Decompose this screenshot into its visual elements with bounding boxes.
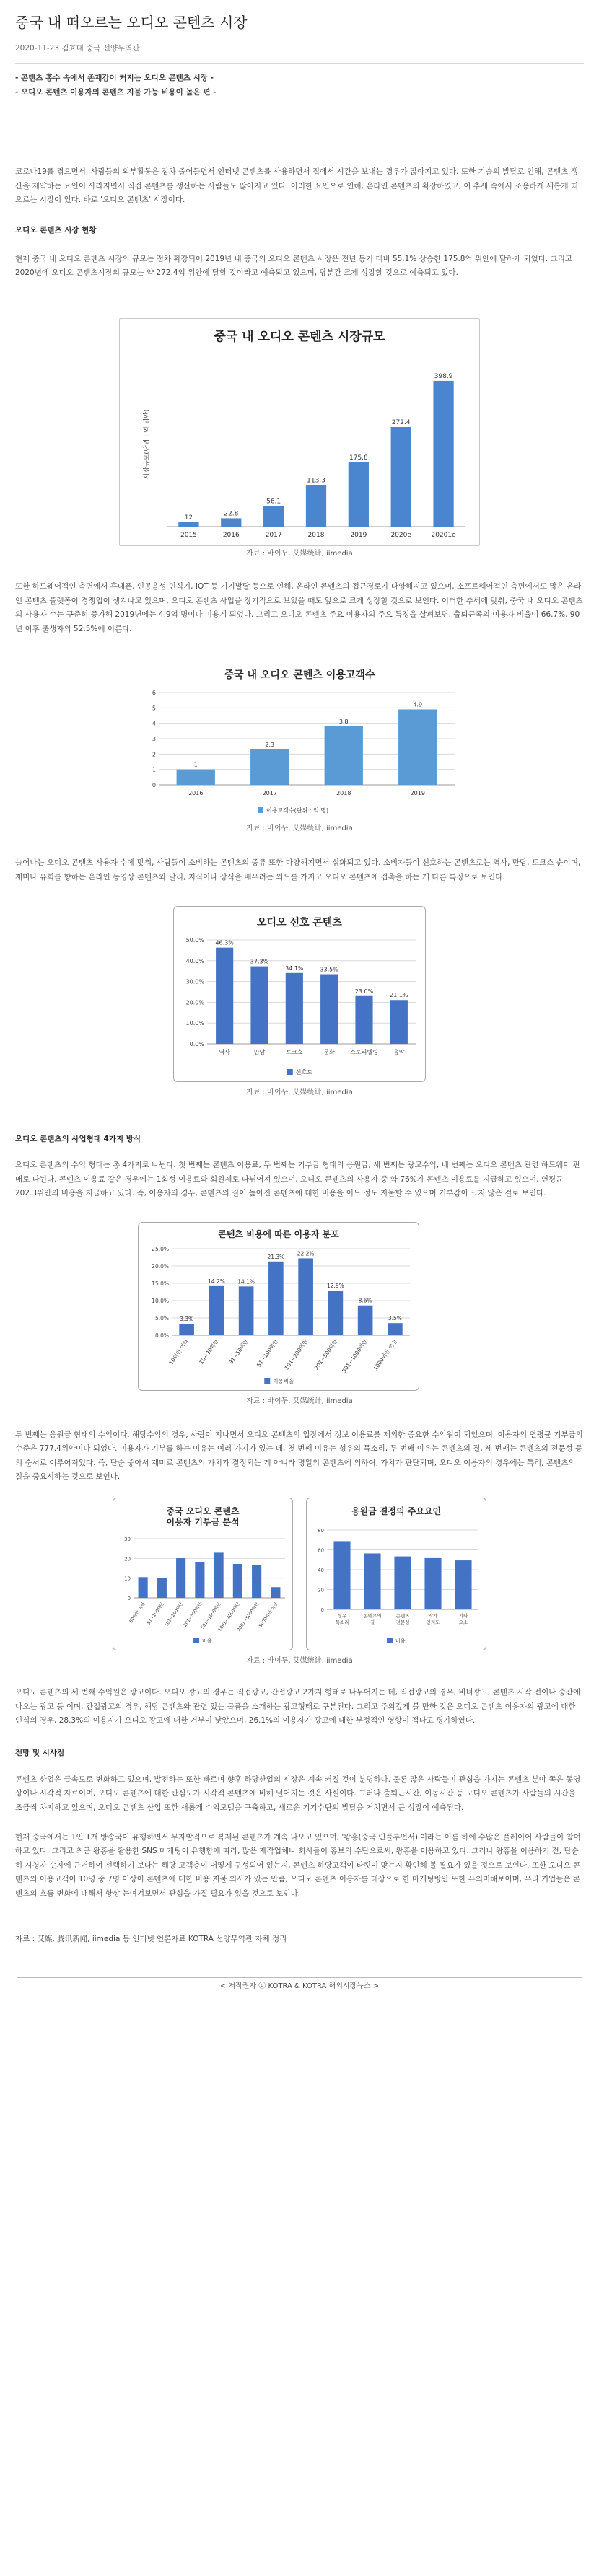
legend-label: 이용비율: [273, 1378, 294, 1385]
bar: [355, 996, 372, 1044]
data-label: 23.0%: [354, 988, 374, 995]
section-heading: 오디오 콘텐츠의 사업형태 4가지 방식: [15, 1134, 141, 1143]
x-tick-label: 요소: [458, 1619, 468, 1625]
x-tick-label: 101~200위안: [163, 1601, 185, 1628]
bar: [209, 1286, 224, 1335]
cost-distribution-chart: [138, 1222, 419, 1391]
bar: [306, 485, 326, 526]
paragraph: 두 번째는 응원금 형태의 수익이다. 해당수익의 경우, 사람이 지나면서 오디오 콘텐츠의 입장에서 정보 이용료를 제외한 중요한 수익원이 되었으며, 이용자의 연평균 기부금의 수준은 777.4위안이나 되었다. 이용자가 기부를 하는 이유는 여러 가지가 있는 데, 첫 번째 이유는 성우의 목소리, 두 번째 이유는 콘텐츠의 질, 세 번째는 콘텐츠의 전문성 등의 순서로 이루어져있다. 즉, 단순 좋아서 재미로 콘텐츠의 가치가 결정되는 게 아니라 명일의 콘텐츠에 의하여, 가치가 판단되며, 오디오 이용자의 경우에는 특히, 콘텐츠의 질을 중요시하는 것으로 보인다.: [15, 1430, 583, 1482]
data-label: 34.1%: [285, 965, 304, 972]
bar: [221, 518, 241, 527]
x-tick-label: 101~200위안: [283, 1338, 310, 1372]
y-tick-label: 40.0%: [185, 958, 204, 965]
bar: [195, 1562, 204, 1597]
y-tick-label: 0: [127, 1595, 131, 1601]
data-label: 1: [193, 761, 198, 768]
article-summary: [15, 63, 584, 100]
x-tick-label: 2019: [350, 531, 367, 539]
bar: [325, 726, 363, 785]
bar: [286, 973, 303, 1044]
legend-swatch: [264, 1378, 270, 1384]
chart-source: 자료 : 바이두, 艾媒统计, iimedia: [246, 824, 353, 832]
y-tick-label: 20: [318, 1587, 324, 1593]
y-tick-label: 4: [152, 720, 156, 727]
paragraph: 코로나19를 겪으면서, 사람들의 외부활동은 점차 줄어들면서 인터넷 콘텐츠를 사용하면서 집에서 시간을 보내는 경우가 많아지고 있다. 또한 기술의 발달로 인해, 콘텐츠 생산을 제약하는 요인이 사라지면서 직접 콘텐츠를 생산하는 사람들도 많아지고 있다. 이러한 요인으로 인해, 온라인 콘텐츠의 확장하였고, 이 추세 속에서 조용하게 새롭게 떠오르는 시장이 있다. 바로 '오디오 콘텐츠' 시장이다.: [15, 167, 578, 205]
preferred-content-chart: [173, 906, 426, 1082]
x-tick-label: 1001~2000위안: [217, 1601, 242, 1632]
chart-svg: [130, 662, 469, 819]
x-tick-label: 10위안 이하: [167, 1338, 191, 1367]
data-label: 37.3%: [250, 958, 269, 965]
chart-source: 자료 : 바이두, 艾媒统计, iimedia: [246, 1397, 353, 1406]
y-tick-label: 0: [152, 781, 156, 788]
bar: [233, 1564, 242, 1598]
y-tick-label: 5.0%: [154, 1315, 169, 1322]
y-tick-label: 0: [320, 1606, 324, 1613]
legend-swatch: [193, 1638, 199, 1643]
paragraph: 늘어나는 오디오 콘텐츠 사용자 수에 맞춰, 사람들이 소비하는 콘텐츠의 종류 또한 다양해지면서 심화되고 있다. 소비자들이 선호하는 콘텐츠로는 역사, 만담, 토크쇼 순이며, 재미나 유희를 향하는 온라인 동영상 콘텐츠와 달리, 지식이나 상식을 배우려는 의도를 가지고 오디오 콘텐츠에 접촉을 하는 게 다른 특징으로 보인다.: [15, 858, 581, 882]
data-label: 33.5%: [320, 966, 338, 973]
x-tick-label: 2017: [265, 531, 282, 539]
x-tick-label: 목소리: [335, 1619, 349, 1625]
legend: [258, 806, 328, 814]
data-label: 272.4: [391, 418, 411, 426]
legend-label: 이용고객수(단위 : 억 명): [266, 806, 329, 814]
y-tick-label: 10.0%: [185, 1020, 204, 1027]
data-label: 21.3%: [267, 1254, 285, 1261]
bar: [320, 975, 338, 1044]
y-tick-label: 20.0%: [185, 999, 204, 1006]
summary-line: - 오디오 콘텐츠 이용자의 콘텐츠 지불 가능 비용이 높은 편 -: [15, 88, 217, 97]
x-tick-label: 20201e: [431, 531, 456, 539]
bar: [239, 1287, 254, 1336]
x-tick-label: 역사: [219, 1049, 230, 1056]
x-tick-label: 음악: [393, 1049, 405, 1056]
bar: [394, 1556, 411, 1609]
bar: [176, 1558, 185, 1598]
bar: [214, 1552, 224, 1598]
bar: [179, 1324, 194, 1336]
x-tick-label: 1000위안 이상: [372, 1338, 399, 1372]
bar: [250, 967, 268, 1044]
x-tick-label: 스토리텔링: [350, 1049, 378, 1056]
data-label: 8.6%: [358, 1298, 372, 1305]
paragraph: 현재 중국에서는 1인 1개 방송국이 유행하면서 무자발적으로 복제된 콘텐츠가 계속 나오고 있으며, '왕홍(중국 인플루언서)'이라는 이름 하에 수많은 플레이어 사람들이 참여하고 있다. 그리고 최근 왕홍을 활용한 SNS 마케팅이 유행함에 따라, 많은 제작업체나 회사들이 홍보의 수단으로써, 왕홍을 이용하고 있다. 그러나 왕홍을 이용하기 전, 단순히 시청자 숫자에 근거하여 선택하기 보다는 해당 고객층이 어떻게 구성되어 있는지, 콘텐츠 하당고객이 타킷이 맞는지 확인해 볼 필요가 있을 것으로 보인다. 또한 오디오 콘텐츠의 이용고객이 10명 중 7명 이상이 콘텐츠에 대한 비용 지불 의사가 있는 만큼, 오디오 콘텐츠 이용자를 대상으로 한 마케팅방안 또한 유의미해보이며, 우리 기업들은 콘텐츠의 흐름 변화에 대해서 항상 눈여겨보면서 관심을 가질 필요가 있을 것으로 보인다.: [15, 1833, 581, 1898]
article-source: 자료 : 艾媒, 腾讯新闻, iimedia 등 인터넷 언론자료 KOTRA 선양무역관 자체 정리: [15, 1935, 287, 1944]
chart-pair: [15, 1498, 584, 1650]
chart-source: 자료 : 바이두, 艾媒统计, iimedia: [246, 549, 353, 558]
data-label: 14.1%: [237, 1278, 255, 1285]
y-tick-label: 15.0%: [152, 1280, 169, 1288]
legend-swatch: [387, 1638, 393, 1643]
x-tick-label: 5000위안 이상: [258, 1601, 279, 1628]
data-label: 12.9%: [326, 1283, 344, 1290]
x-tick-label: 2016: [188, 789, 204, 796]
y-tick-label: 10.0%: [152, 1298, 169, 1305]
chart-title: 콘텐츠 비용에 따른 이용자 분포: [218, 1229, 339, 1240]
y-tick-label: 20: [124, 1555, 131, 1562]
data-label: 12: [184, 514, 193, 522]
bar: [139, 1577, 148, 1598]
chart-svg: [307, 1498, 486, 1650]
data-label: 3.3%: [180, 1316, 194, 1323]
y-tick-label: 2: [152, 751, 156, 758]
summary-line: - 콘텐츠 홍수 속에서 존재감이 커지는 오디오 콘텐츠 시장 -: [15, 74, 214, 83]
bar: [388, 1324, 403, 1336]
y-tick-label: 30: [124, 1536, 131, 1542]
section-heading: 오디오 콘텐츠 시장 현황: [15, 225, 97, 234]
x-tick-label: 콘텐츠의: [363, 1612, 382, 1619]
data-label: 2.3: [265, 741, 275, 748]
x-tick-label: 2016: [222, 531, 240, 539]
bar: [391, 427, 411, 527]
y-tick-label: 3: [152, 735, 156, 742]
chart-title: 이용자 기부금 분석: [166, 1516, 240, 1527]
bar: [252, 1565, 261, 1597]
chart-svg: [113, 1498, 292, 1650]
legend-label: 비율: [395, 1638, 406, 1644]
bar: [364, 1553, 380, 1609]
chart-svg: [120, 319, 479, 545]
data-label: 175.8: [349, 454, 368, 462]
bar: [433, 381, 453, 527]
donation-factor-chart: [306, 1498, 486, 1650]
y-tick-label: 6: [152, 689, 156, 696]
bar: [157, 1578, 167, 1598]
donation-analysis-chart: [113, 1498, 293, 1650]
bar: [268, 1262, 284, 1335]
x-tick-label: 2018: [307, 531, 325, 539]
y-tick-label: 60: [318, 1547, 324, 1554]
paragraph: 또한 하드웨어적인 측면에서 휴대폰, 인공음성 인식기, IOT 등 기기발달 등으로 인해, 온라인 콘텐츠의 접근경로가 다양해지고 있으며, 소프트웨어적인 측면에서도 많은 온라인 콘텐츠 플랫폼이 경쟁업이 생겨나고 있으며, 오디오 콘텐츠 사업을 장기적으로 보았을 때도 앞으로 크게 성장할 것으로 보인다. 이러한 추세에 맞춰, 중국 내 오디오 콘텐츠의 사용자 수는 꾸준히 증가해 2019년에는 4.9억 명이나 이용게 되었다. 그리고 오디오 콘텐츠 주요 이용자의 주요 특징을 살펴보면, 출퇴근족의 이용자 비율이 66.7%, 90년 이후 출생자의 52.5%에 이른다.: [15, 582, 583, 633]
data-label: 22.2%: [297, 1250, 315, 1257]
bar: [398, 709, 437, 785]
bar: [271, 1587, 280, 1598]
y-tick-label: 0.0%: [189, 1041, 204, 1048]
y-tick-label: 50.0%: [185, 937, 204, 944]
x-tick-label: 50위안 이하: [128, 1601, 147, 1624]
legend-swatch: [287, 1069, 293, 1075]
x-tick-label: 201~500위안: [312, 1338, 339, 1372]
y-tick-label: 80: [318, 1527, 324, 1534]
x-tick-label: 2019: [410, 789, 425, 796]
legend: [193, 1638, 212, 1644]
data-label: 46.3%: [215, 939, 234, 946]
data-label: 21.1%: [390, 992, 408, 999]
x-tick-label: 토크쇼: [286, 1049, 303, 1056]
y-tick-label: 0.0%: [154, 1332, 169, 1340]
x-tick-label: 2017: [262, 789, 277, 796]
article-title: 중국 내 떠오르는 오디오 콘텐츠 시장: [15, 14, 248, 31]
x-tick-label: 만담: [253, 1049, 266, 1056]
x-tick-label: 501~1000위안: [200, 1601, 222, 1630]
chart-title: 오디오 선호 콘텐츠: [257, 917, 342, 929]
x-tick-label: 501~1000위안: [341, 1338, 369, 1374]
paragraph: 콘텐츠 산업은 급속도로 변화하고 있으며, 발전하는 또한 빠르며 향후 하당산업의 시장은 계속 커질 것이 분명하다. 물론 많은 사람들이 관심을 가지는 콘텐츠 분야 쪽은 동영상이나 시각적 자료이며, 오디오 콘텐츠에 대한 관심도가 시각적 콘텐츠에 비해 떨어지는 것은 사실이다. 그러나 출퇴근시간, 이동시간 등 오디오 콘텐츠가 사람들의 시간을 조금씩 차지하고 있으며, 오디오 콘텐츠 산업 또한 새롭게 수익모델을 구축하고, 새로운 기기수단의 발달을 거치면서 큰 성장이 예측된다.: [15, 1775, 581, 1812]
chart-source: 자료 : 바이두, 艾媒统计, iimedia: [246, 1089, 353, 1097]
y-tick-label: 10: [124, 1575, 131, 1582]
bar: [298, 1259, 313, 1336]
user-count-chart: [130, 662, 469, 819]
bar: [390, 1000, 408, 1044]
y-tick-label: 1: [152, 766, 156, 773]
market-size-chart: [119, 318, 480, 546]
article-meta: 2020-11-23 김효대 중국 선양무역관: [15, 44, 140, 53]
data-label: 3.5%: [388, 1315, 402, 1322]
legend: [264, 1377, 294, 1384]
legend-label: 비율: [202, 1638, 212, 1644]
bar: [455, 1560, 471, 1609]
x-tick-label: 2015: [180, 531, 197, 539]
legend-label: 선호도: [295, 1069, 312, 1076]
y-tick-label: 5: [152, 705, 156, 712]
chart-title: 중국 내 오디오 콘텐츠 이용고객수: [224, 669, 375, 681]
y-tick-label: 30.0%: [185, 978, 204, 985]
data-label: 56.1: [266, 498, 281, 506]
y-axis-label: 시장규모(단위 : 억 위안): [144, 409, 151, 480]
y-tick-label: 20.0%: [152, 1263, 169, 1270]
copyright-footer: < 저작권자 ⓒ KOTRA & KOTRA 해외시장뉴스 >: [17, 1977, 582, 1996]
bar: [333, 1541, 350, 1609]
data-label: 3.8: [338, 718, 349, 725]
x-tick-label: 기타: [458, 1612, 468, 1619]
x-tick-label: 작가: [428, 1612, 438, 1619]
chart-svg: [174, 907, 425, 1081]
legend-swatch: [258, 807, 263, 813]
x-tick-label: 51~100위안: [255, 1338, 280, 1369]
data-label: 113.3: [307, 477, 325, 485]
bar: [177, 770, 215, 785]
bar: [263, 506, 284, 526]
y-tick-label: 25.0%: [152, 1246, 169, 1253]
data-label: 14.2%: [207, 1278, 225, 1285]
x-tick-label: 질: [370, 1619, 375, 1625]
x-tick-label: 51~100위안: [146, 1601, 166, 1625]
bar: [424, 1558, 441, 1609]
paragraph: 오디오 콘텐츠의 수익 형태는 총 4가지로 나뉜다. 첫 번째는 콘텐츠 이용료, 두 번째는 기부금 형태의 응원금, 세 번째는 광고수익, 네 번째는 오디오 콘텐츠 관련 하드웨어 판매로 나뉜다. 콘텐츠 이용료 같은 경우에는 1회성 이용료와 회원제로 나뉘어져 있으며, 오디오 콘텐츠의 사용자 중 약 76%가 콘텐츠 이용료를 지급하고 있으며, 연평균 202.3위안의 비용을 지급하고 있다. 즉, 이용자의 경우, 콘텐츠의 질이 높아진 콘텐츠에 대한 비용을 어느 정도 지불할 수 있으며 거부감이 크지 않은 걸로 보인다.: [15, 1161, 581, 1197]
data-label: 22.8: [224, 510, 239, 518]
data-label: 4.9: [413, 701, 423, 708]
y-tick-label: 40: [318, 1567, 324, 1573]
bar: [349, 462, 369, 527]
chart-source: 자료 : 바이두, 艾媒统计, iimedia: [246, 1656, 353, 1665]
section-heading: 전망 및 시사점: [15, 1749, 65, 1758]
bar: [358, 1306, 373, 1335]
x-tick-label: 문화: [323, 1049, 335, 1056]
x-tick-label: 31~50위안: [227, 1338, 250, 1366]
x-tick-label: 201~500위안: [183, 1601, 204, 1628]
legend: [387, 1638, 406, 1644]
bar: [216, 948, 233, 1044]
x-tick-label: 성우: [337, 1612, 347, 1619]
bar: [328, 1291, 344, 1335]
x-tick-label: 전문성: [395, 1619, 410, 1625]
chart-svg: [139, 1223, 419, 1390]
chart-title: 중국 내 오디오 콘텐츠 시장규모: [214, 329, 385, 344]
paragraph: 오디오 콘텐츠의 세 번째 수익원은 광고이다. 오디오 광고의 경우는 직접광고, 간접광고 2가지 형태로 나누어지는 데, 직접광고의 경우, 비너광고, 콘텐츠 시작 전이나 중간에 나오는 광고 등 이며, 간접광고의 경우, 해당 콘텐츠와 관련 있는 물품을 소개하는 광고형태로 구분된다. 그리고 주의깊게 볼 만한 것은 오디오 콘텐츠 이용자의 광고에 대한 인식의 경우, 28.3%의 이용자가 오디오 광고에 대한 거부이 낮았으며, 26.1%의 이용자가 광고에 대한 부정적인 영향이 적다고 평가하였다.: [15, 1688, 581, 1725]
x-tick-label: 콘텐츠: [395, 1612, 410, 1619]
bar: [250, 749, 289, 785]
data-label: 398.9: [434, 372, 453, 380]
x-tick-label: 인지도: [426, 1619, 440, 1625]
x-tick-label: 10~30위안: [198, 1338, 220, 1366]
x-tick-label: 2018: [336, 789, 351, 796]
paragraph: 현재 중국 내 오디오 콘텐츠 시장의 규모는 점차 확장되어 2019년 내 중국의 오디오 콘텐츠 시장은 전년 동기 대비 55.1% 상승한 175.8억 위안에 달하게 되었다. 그리고 2020년에 오디오 콘텐츠시장의 규모는 약 272.4억 위안에 달할 것이라고 예측되고 있으며, 당분간 크게 성장할 것으로 예측되고 있다.: [15, 254, 573, 278]
bar: [178, 522, 198, 527]
x-tick-label: 2001~5000위안: [236, 1601, 261, 1632]
chart-title: 중국 오디오 콘텐츠: [166, 1505, 240, 1516]
legend: [287, 1068, 312, 1076]
chart-title: 응원금 결정의 주요요인: [351, 1505, 442, 1516]
x-tick-label: 2020e: [390, 531, 411, 539]
